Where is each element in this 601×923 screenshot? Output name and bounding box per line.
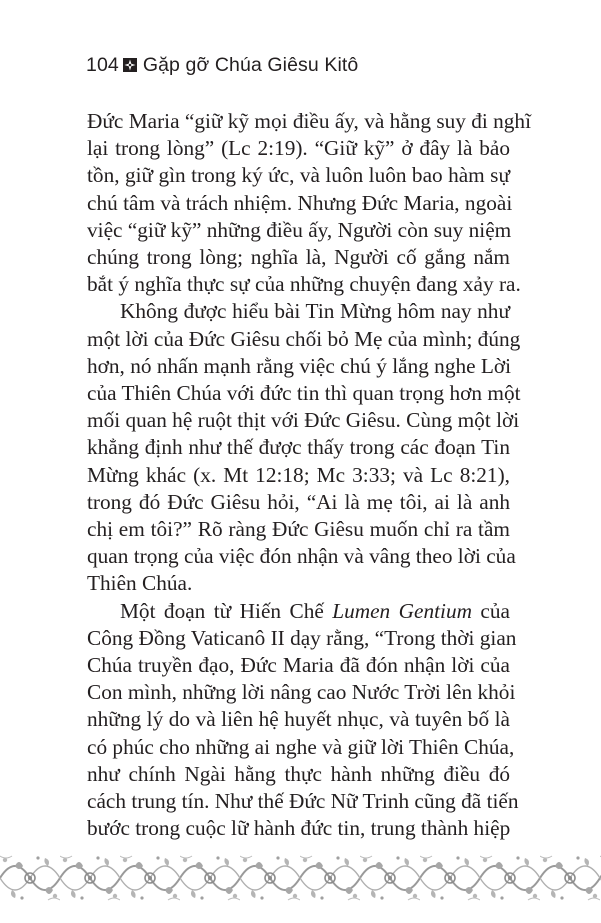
- text-line: Con mình, những lời nâng cao Nước Trời lên khỏi: [87, 680, 516, 705]
- text-line: mối quan hệ ruột thịt với Đức Giêsu. Cùng một lời: [87, 408, 520, 433]
- text-run: Một đoạn từ Hiến Chế: [120, 598, 333, 623]
- text-run: của: [472, 598, 510, 623]
- page-number: 104: [86, 54, 119, 76]
- text-line: chị em tôi?” Rõ ràng Đức Giêsu muốn chỉ ra tầm: [87, 517, 510, 542]
- text-line: Chúa truyền đạo, Đức Maria đã đón nhận lời của: [87, 653, 510, 678]
- text-line: như chính Ngài hằng thực hành những điều đó: [87, 761, 510, 786]
- text-line: Mừng khác (x. Mt 12:18; Mc 3:33; và Lc 8:21),: [87, 462, 510, 487]
- text-line: những lý do và liên hệ huyết nhục, và tuyên bố là: [87, 707, 510, 732]
- running-header: [86, 54, 358, 77]
- text-line: trong đó Đức Giêsu hỏi, “Ai là mẹ tôi, ai là anh: [87, 489, 510, 514]
- text-line: một lời của Đức Giêsu chối bỏ Mẹ của mình; đúng: [87, 326, 521, 351]
- cross-icon: [123, 58, 137, 72]
- document-title-italic: Lumen Gentium: [332, 598, 472, 623]
- text-line: Không được hiểu bài Tin Mừng hôm nay như: [120, 299, 510, 324]
- text-line: lại trong lòng” (Lc 2:19). “Giữ kỹ” ở đây là bảo: [87, 136, 510, 161]
- text-line: Thiên Chúa.: [87, 571, 193, 596]
- text-line: bước trong cuộc lữ hành đức tin, trung thành hiệp: [87, 816, 511, 841]
- paragraph-2: [87, 298, 521, 597]
- paragraph-3: [87, 598, 519, 843]
- text-line: việc “giữ kỹ” những điều ấy, Người còn suy niệm: [87, 217, 512, 242]
- text-line: quan trọng của việc đón nhận và vâng theo lời của: [87, 544, 516, 569]
- text-line: có phúc cho những ai nghe và giữ lời Thiên Chúa,: [87, 734, 515, 759]
- text-line: khẳng định như thế được thấy trong các đoạn Tin: [87, 435, 510, 460]
- text-line: Công Đồng Vaticanô II dạy rằng, “Trong thời gian: [87, 625, 517, 650]
- text-line: tồn, giữ gìn trong ký ức, và luôn luôn bao hàm sự: [87, 163, 510, 188]
- body-text: [87, 108, 532, 842]
- text-line: chúng trong lòng; nghĩa là, Người cố gắng nắm: [87, 245, 510, 270]
- floral-border-ornament-icon: [0, 852, 601, 904]
- text-line: của Thiên Chúa với đức tin thì quan trọng hơn một: [87, 381, 521, 406]
- running-title: Gặp gỡ Chúa Giêsu Kitô: [142, 54, 359, 76]
- text-line: [87, 598, 510, 625]
- text-line: bắt ý nghĩa thực sự của những chuyện đang xảy ra.: [87, 272, 521, 297]
- text-line: hơn, nó nhấn mạnh rằng việc chú ý lắng nghe Lời: [87, 353, 512, 378]
- text-line: Đức Maria “giữ kỹ mọi điều ấy, và hằng suy đi nghĩ: [87, 109, 532, 133]
- text-line: cách trung tín. Như thế Đức Nữ Trinh cũng đã tiến: [87, 789, 519, 814]
- text-line: chú tâm và trách nhiệm. Nhưng Đức Maria, ngoài: [87, 190, 513, 215]
- paragraph-1: [87, 108, 532, 298]
